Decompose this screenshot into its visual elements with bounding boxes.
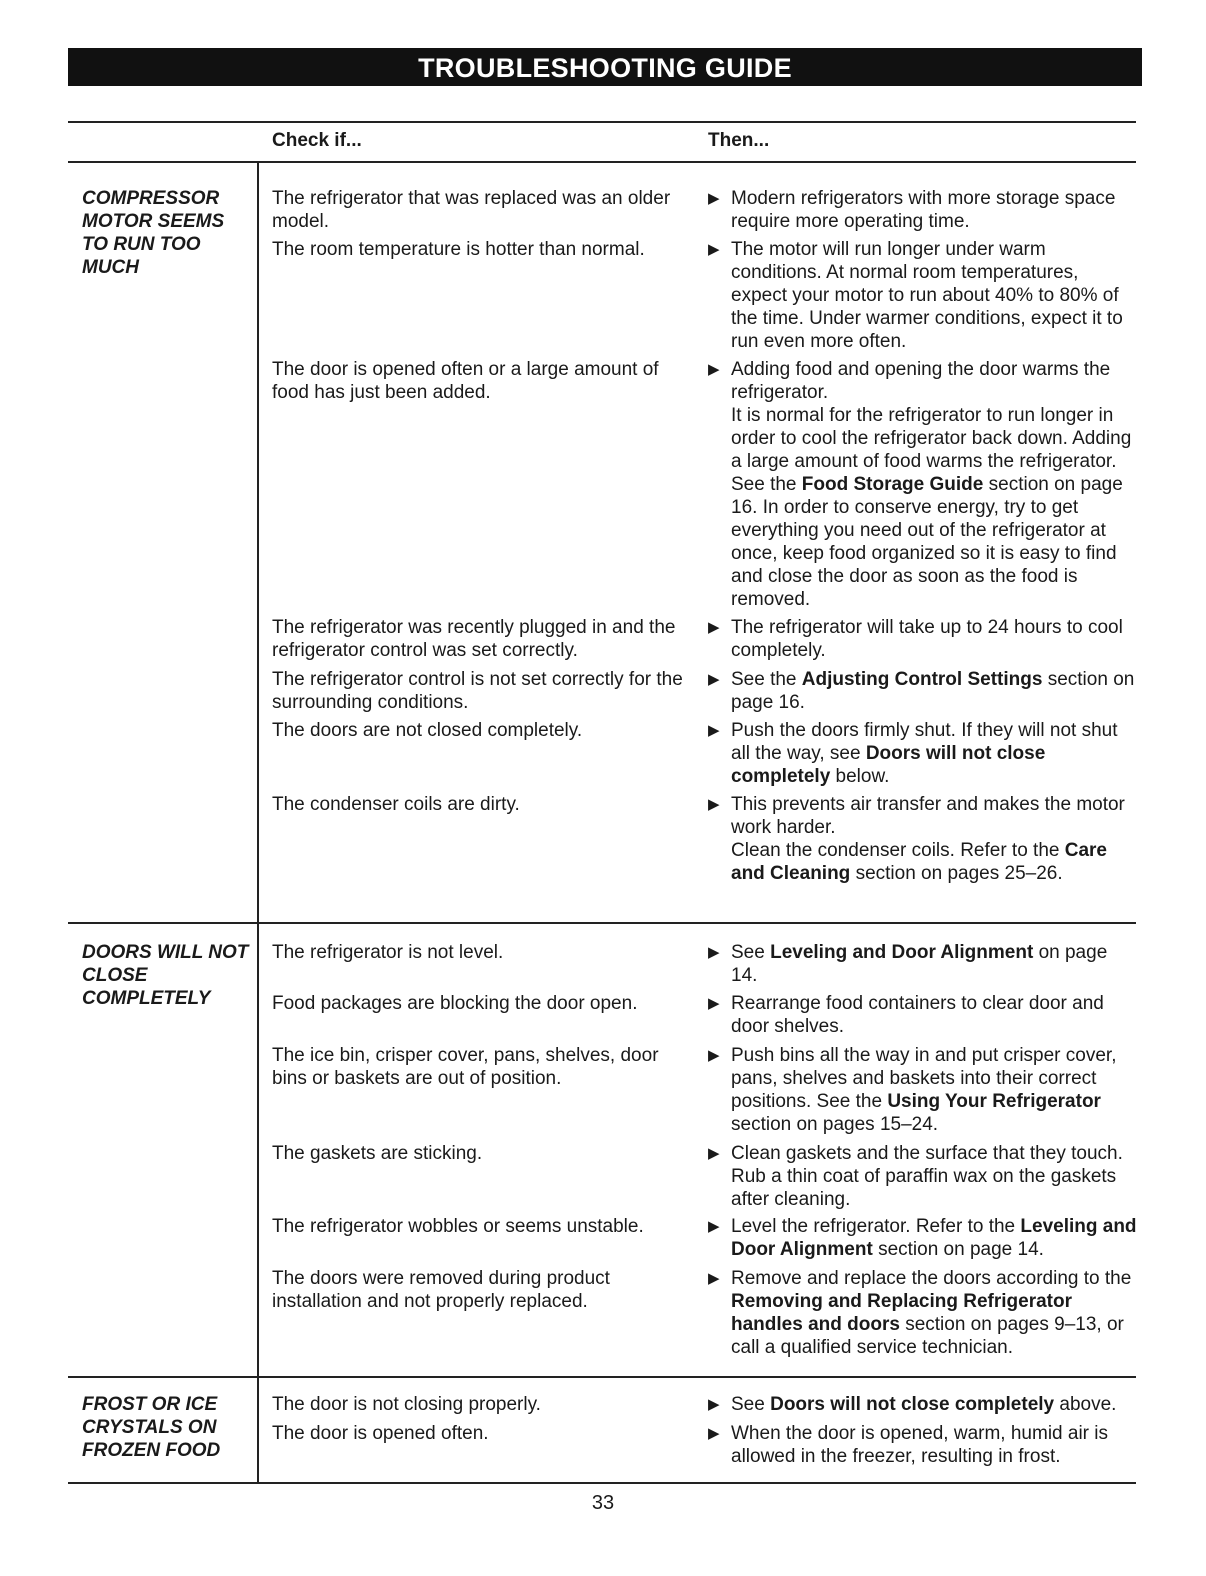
then-text: section on pages 25–26. (850, 863, 1063, 884)
check-cell: The refrigerator is not level. (272, 942, 504, 963)
then-text: It is normal for the refrigerator to run longer in order to cool the refrigerator back down. Adding a large amount of food warms the refrigerator. See the (731, 405, 1132, 495)
then-cell (708, 187, 1138, 233)
then-text: The refrigerator will take up to 24 hours to cool completely. (731, 617, 1123, 661)
check-cell: The condenser coils are dirty. (272, 794, 520, 815)
then-cell (708, 668, 1138, 714)
check-cell: The refrigerator wobbles or seems unstable. (272, 1216, 644, 1237)
then-cell (708, 1215, 1138, 1261)
check-cell: The door is opened often. (272, 1423, 489, 1444)
column-header-then: Then... (708, 130, 770, 151)
then-text: section on page 14. (872, 1239, 1044, 1260)
check-cell: The room temperature is hotter than normal. (272, 239, 645, 260)
then-text: See (731, 1394, 771, 1415)
check-cell: The door is not closing properly. (272, 1394, 541, 1415)
then-text: on page 14. (731, 942, 1108, 986)
arrow-icon: ▶ (708, 671, 720, 688)
table-bottom-rule (68, 1482, 1136, 1484)
arrow-icon: ▶ (708, 619, 720, 636)
then-text: Adding food and opening the door warms the refrigerator. (731, 359, 1111, 403)
check-cell: The refrigerator that was replaced was an older model. (272, 188, 671, 232)
check-cell: The door is opened often or a large amount of food has just been added. (272, 359, 659, 403)
section-title: FROST OR ICE CRYSTALS ON FROZEN FOOD (82, 1394, 221, 1461)
then-cell (708, 1267, 1138, 1359)
arrow-icon: ▶ (708, 361, 720, 378)
reference-link: Leveling and Door Alignment (770, 942, 1034, 963)
then-text: Rearrange food containers to clear door and door shelves. (731, 993, 1104, 1037)
then-cell (708, 238, 1138, 353)
reference-link: Doors will not close completely (770, 1394, 1055, 1415)
reference-link: Food Storage Guide (801, 474, 984, 495)
reference-link: Using Your Refrigerator (887, 1091, 1101, 1112)
check-cell: The doors are not closed completely. (272, 720, 583, 741)
then-cell (708, 719, 1138, 788)
arrow-icon: ▶ (708, 796, 720, 813)
page-number: 33 (591, 1492, 615, 1514)
then-text: section on pages 9–13, or call a qualified service technician. (731, 1314, 1124, 1358)
check-cell: The refrigerator control is not set correctly for the surrounding conditions. (272, 669, 683, 713)
arrow-icon: ▶ (708, 1218, 720, 1235)
then-text: Push the doors firmly shut. If they will not shut all the way, see (731, 720, 1118, 764)
arrow-icon: ▶ (708, 944, 720, 961)
then-cell (708, 616, 1138, 662)
then-text: section on pages 15–24. (731, 1114, 939, 1135)
column-divider (257, 163, 259, 1483)
section-divider (68, 1376, 1136, 1378)
arrow-icon: ▶ (708, 241, 720, 258)
then-text: Push bins all the way in and put crisper cover, pans, shelves and baskets into their correct positions. See the (731, 1045, 1117, 1112)
then-text: Level the refrigerator. Refer to the (731, 1216, 1021, 1237)
reference-link: Doors will not close completely (731, 743, 1046, 787)
section-divider (68, 922, 1136, 924)
then-text: above. (1054, 1394, 1117, 1415)
arrow-icon: ▶ (708, 1270, 720, 1287)
then-cell (708, 1422, 1138, 1468)
then-text: Remove and replace the doors according to the (731, 1268, 1132, 1289)
arrow-icon: ▶ (708, 1396, 720, 1413)
reference-link: Adjusting Control Settings (801, 669, 1043, 690)
then-text: See (731, 942, 771, 963)
then-text: below. (830, 766, 890, 787)
then-text: section on page 16. In order to conserve energy, try to get everything you need out of the refrigerator at once, keep food organized so it is easy to find and close the door as soon as the food is removed. (731, 474, 1123, 610)
then-text: Modern refrigerators with more storage space require more operating time. (731, 188, 1116, 232)
reference-link: Removing and Replacing Refrigerator handles and doors (731, 1291, 1073, 1335)
then-text: Clean gaskets and the surface that they touch. Rub a thin coat of paraffin wax on the gaskets after cleaning. (731, 1143, 1123, 1210)
check-cell: The gaskets are sticking. (272, 1143, 483, 1164)
then-text: See the (731, 669, 802, 690)
arrow-icon: ▶ (708, 1145, 720, 1162)
then-text: The motor will run longer under warm conditions. At normal room temperatures, expect your motor to run about 40% to 80% of the time. Under warmer conditions, expect it to run even more often. (731, 239, 1123, 352)
then-text: When the door is opened, warm, humid air is allowed in the freezer, resulting in frost. (731, 1423, 1109, 1467)
arrow-icon: ▶ (708, 722, 720, 739)
check-cell: Food packages are blocking the door open. (272, 993, 638, 1014)
page-title: TROUBLESHOOTING GUIDE (68, 48, 1142, 86)
then-text: section on page 16. (731, 669, 1135, 713)
then-cell (708, 358, 1138, 611)
arrow-icon: ▶ (708, 190, 720, 207)
then-text: This prevents air transfer and makes the motor work harder. (731, 794, 1125, 838)
section-title: DOORS WILL NOT CLOSE COMPLETELY (82, 942, 249, 1009)
header-bottom-rule (68, 161, 1136, 163)
then-cell (708, 793, 1138, 885)
reference-link: Care and Cleaning (731, 840, 1107, 884)
then-cell (708, 992, 1138, 1038)
then-cell (708, 941, 1138, 987)
arrow-icon: ▶ (708, 1047, 720, 1064)
check-cell: The ice bin, crisper cover, pans, shelves, door bins or baskets are out of position. (272, 1045, 659, 1089)
then-cell (708, 1044, 1138, 1136)
reference-link: Leveling and Door Alignment (731, 1216, 1137, 1260)
then-text: Clean the condenser coils. Refer to the (731, 840, 1065, 861)
check-cell: The doors were removed during product installation and not properly replaced. (272, 1268, 610, 1312)
section-title: COMPRESSOR MOTOR SEEMS TO RUN TOO MUCH (82, 188, 225, 278)
then-cell (708, 1393, 1138, 1416)
arrow-icon: ▶ (708, 1425, 720, 1442)
check-cell: The refrigerator was recently plugged in and the refrigerator control was set correctly. (272, 617, 676, 661)
arrow-icon: ▶ (708, 995, 720, 1012)
header-top-rule (68, 121, 1136, 123)
column-header-check: Check if... (272, 130, 362, 151)
then-cell (708, 1142, 1138, 1211)
